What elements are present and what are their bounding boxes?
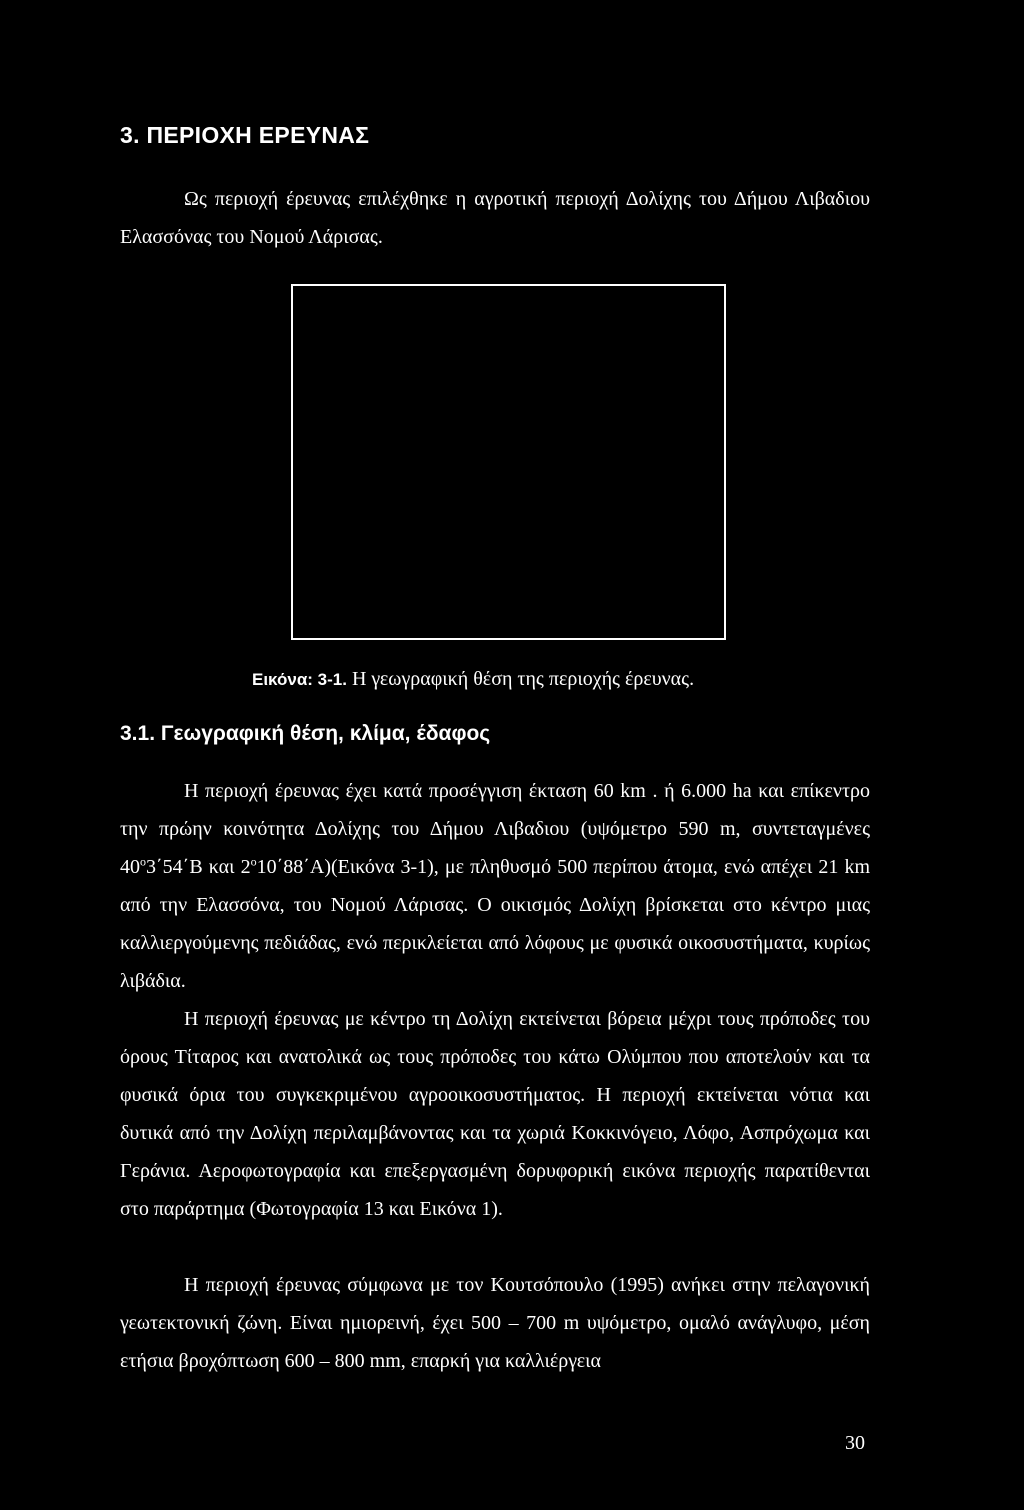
figure-label: Εικόνα: 3-1. bbox=[252, 670, 347, 689]
section-heading: 3. ΠΕΡΙΟΧΗ ΕΡΕΥΝΑΣ bbox=[120, 122, 370, 148]
paragraph-extent: Η περιοχή έρευνας με κέντρο τη Δολίχη εκτείνεται βόρεια μέχρι τους πρόποδες του όρους Τίταρος και ανατολικά ως τους πρόποδες του κάτω Ολύμπου που αποτελούν και τα φυσικά όρια του συγκεκριμένου αγροοικοσυστήματος. Η περιοχή εκτείνεται νότια και δυτικά από την Δολίχη περιλαμβάνοντας και τα χωριά Κοκκινόγειο, Λόφο, Ασπρόχωμα και Γεράνια. Αεροφωτογραφία και επεξεργασμένη δορυφορική εικόνα περιοχής παρατίθενται στο παράρτημα (Φωτογραφία 13 και Εικόνα 1). bbox=[120, 1008, 870, 1220]
degree-superscript-2: ο bbox=[250, 854, 257, 869]
paragraph-location bbox=[120, 772, 870, 1000]
paragraph-location-part1: Η περιοχή έρευνας έχει κατά προσέγγιση έκταση 60 km . ή 6.000 ha και επίκεντρο την πρώην κοινότητα Δολίχης του Δήμου Λιβαδιου (υψόμετρο 590 m, συντεταγμένες 40 bbox=[120, 780, 870, 878]
figure-caption bbox=[252, 668, 694, 691]
page-number: 30 bbox=[845, 1432, 865, 1454]
figure-caption-text: Η γεωγραφική θέση της περιοχής έρευνας. bbox=[351, 668, 695, 690]
degree-superscript-1: ο bbox=[140, 854, 146, 869]
paragraph-location-part2: 3΄54΄Β και 2 bbox=[146, 856, 251, 878]
intro-paragraph: Ως περιοχή έρευνας επιλέχθηκε η αγροτική περιοχή Δολίχης του Δήμου Λιβαδιου Ελασσόνας του Νομού Λάρισας. bbox=[120, 188, 870, 248]
figure-image-placeholder bbox=[291, 284, 726, 640]
paragraph-location-part3: 10΄88΄Α)(Εικόνα 3-1), με πληθυσμό 500 περίπου άτομα, ενώ απέχει 21 km από την Ελασσόνα, του Νομού Λάρισας. Ο οικισμός Δολίχη βρίσκεται στο κέντρο μιας καλλιεργούμενης πεδιάδας, ενώ περικλείεται από λόφους με φυσικά οικοσυστήματα, κυρίως λιβάδια. bbox=[120, 856, 871, 992]
subsection-heading: 3.1. Γεωγραφική θέση, κλίμα, έδαφος bbox=[120, 722, 491, 745]
paragraph-geology: Η περιοχή έρευνας σύμφωνα με τον Κουτσόπουλο (1995) ανήκει στην πελαγονική γεωτεκτονική ζώνη. Είναι ημιορεινή, έχει 500 – 700 m υψόμετρο, ομαλό ανάγλυφο, μέση ετήσια βροχόπτωση 600 – 800 mm, επαρκή για καλλιέργεια bbox=[120, 1274, 870, 1372]
